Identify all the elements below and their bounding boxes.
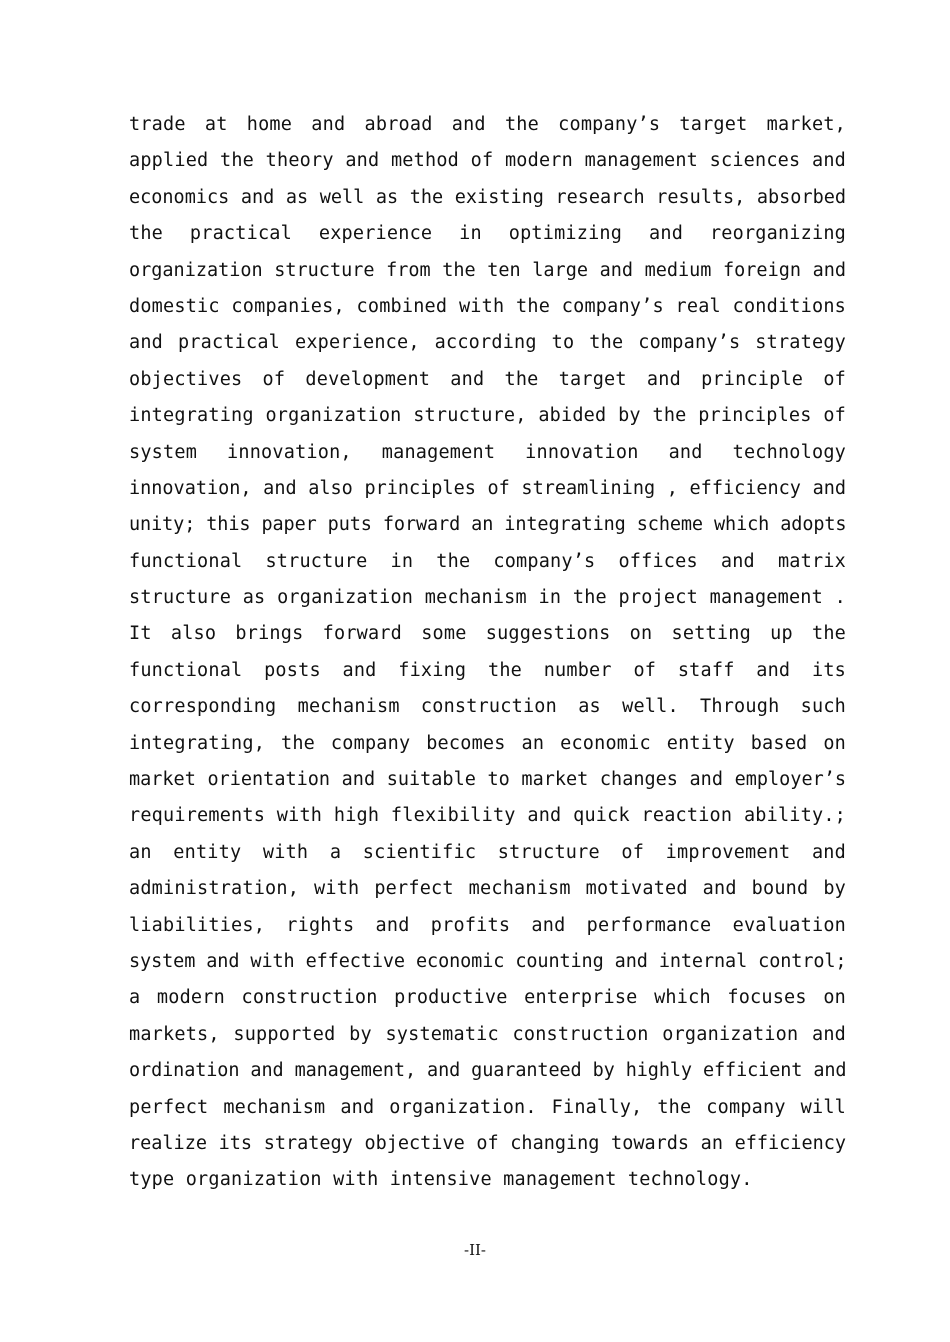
text-line: administration, with perfect mechanism motivated and bound by (129, 878, 846, 900)
text-line: ordination and management, and guaranteed by highly efficient and (129, 1060, 847, 1082)
text-line: integrating organization structure, abided by the principles of (129, 405, 846, 427)
text-line-last: type organization with intensive management technology. (129, 1169, 753, 1191)
text-line: corresponding mechanism construction as well. Through such (129, 696, 846, 718)
text-line: a modern construction productive enterprise which focuses on (129, 987, 846, 1009)
text-line: economics and as well as the existing research results, absorbed (129, 186, 846, 208)
text-line: system innovation, management innovation and technology (129, 441, 846, 463)
text-line: unity; this paper puts forward an integrating scheme which adopts (129, 514, 847, 536)
text-line: structure as organization mechanism in the project management . (129, 587, 846, 609)
text-line: integrating, the company becomes an economic entity based on (129, 732, 846, 754)
text-line: innovation, and also principles of streamlining , efficiency and (129, 477, 846, 499)
text-line: requirements with high flexibility and quick reaction ability.; (129, 805, 846, 827)
page-number: -II- (464, 1241, 486, 1259)
text-line: realize its strategy objective of changing towards an efficiency (129, 1132, 846, 1154)
text-line: domestic companies, combined with the company’s real conditions (129, 295, 846, 317)
text-line: trade at home and abroad and the company’s target market, (129, 114, 846, 135)
text-line: functional posts and fixing the number of staff and its (129, 659, 846, 681)
text-line: system and with effective economic counting and internal control; (129, 950, 847, 972)
text-line: market orientation and suitable to market changes and employer’s (129, 769, 846, 791)
text-line: organization structure from the ten large and medium foreign and (129, 259, 846, 281)
text-line: applied the theory and method of modern management sciences and (129, 150, 846, 172)
text-line: and practical experience, according to the company’s strategy (129, 332, 846, 354)
abstract-body-text (129, 107, 846, 1199)
text-line: the practical experience in optimizing and reorganizing (129, 223, 846, 245)
text-line: functional structure in the company’s offices and matrix (129, 550, 846, 572)
text-line: liabilities, rights and profits and performance evaluation (129, 914, 846, 936)
text-line: perfect mechanism and organization. Finally, the company will (129, 1096, 846, 1118)
text-line: It also brings forward some suggestions on setting up the (129, 623, 846, 645)
text-line: objectives of development and the target and principle of (129, 368, 846, 390)
text-line: markets, supported by systematic construction organization and (129, 1023, 846, 1045)
text-line: an entity with a scientific structure of improvement and (129, 841, 846, 863)
